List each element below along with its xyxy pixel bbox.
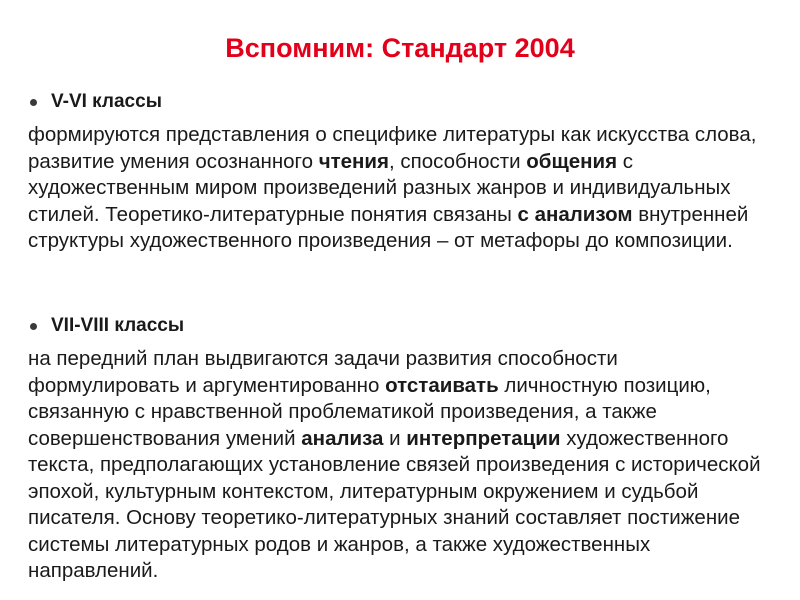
bullet-icon [30, 99, 37, 106]
section-grades-7-8 [28, 314, 768, 585]
emphasis-term: общения [526, 149, 618, 173]
section-heading: VII-VIII классы [51, 315, 185, 336]
emphasis-term: чтения [318, 149, 389, 173]
section-heading: V-VI классы [51, 91, 162, 112]
emphasis-term: отстаивать [385, 373, 499, 397]
bullet-heading [28, 90, 768, 114]
paragraph-text: художественного текста, предполагающих установление связей произведения с исторической эпохой, культурным контекстом, литературным окружением и судьбой писателя. Основу теоретико-литературных знаний составляет постижение системы литературных родов и жанров, а также художественных направлений. [28, 426, 761, 582]
paragraph-text: на передний план выдвигаются задачи развития способности формулировать и аргументированно [28, 347, 618, 397]
section-paragraph [28, 346, 768, 585]
paragraph-text: формируются представления о специфике литературы как искусства слова, развитие умения осознанного [28, 123, 757, 173]
paragraph-text: и [383, 426, 407, 450]
emphasis-term: с анализом [517, 202, 633, 226]
emphasis-term: анализа [301, 426, 384, 450]
emphasis-term: интерпретации [406, 426, 561, 450]
paragraph-text: с художественным миром произведений разных жанров и индивидуальных стилей. Теоретико-литературные понятия связаны [28, 149, 731, 226]
section-grades-5-6 [28, 90, 768, 255]
section-paragraph [28, 122, 768, 255]
paragraph-text: , способности [388, 149, 527, 173]
bullet-heading [28, 314, 768, 338]
bullet-icon [30, 323, 37, 330]
paragraph-text: личностную позицию, связанную с нравственной проблематикой произведения, а также совершенствования умений [28, 373, 711, 450]
slide-title: Вспомним: Стандарт 2004 [225, 33, 575, 63]
paragraph-text: внутренней структуры художественного произведения – от метафоры до композиции. [28, 202, 749, 252]
